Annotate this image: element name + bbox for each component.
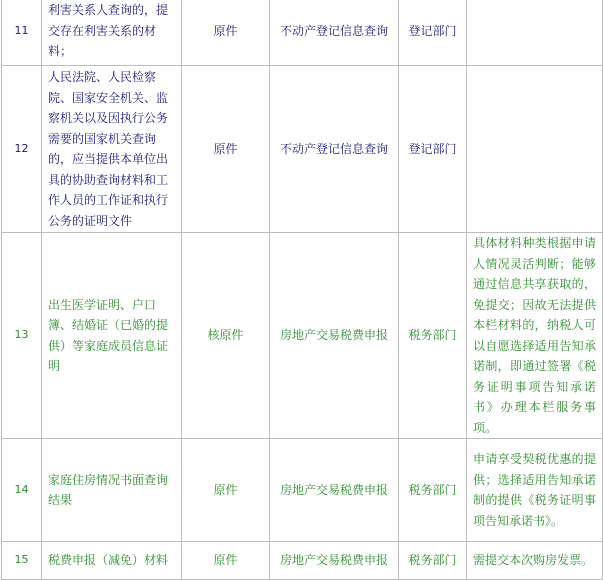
materials-table [1,0,603,580]
form-cell: 原件 [182,66,270,233]
item-cell: 房地产交易税费申报 [270,542,399,580]
notes-cell: 具体材料种类根据申请人情况灵活判断；能够通过信息共享获取的，免提交；因故无法提供本栏材料的，纳税人可以自愿选择适用告知承诺制，即通过签署《税务证明事项告知承诺书》办理本栏服务事项。 [467,233,603,439]
dept-cell: 登记部门 [399,0,467,66]
form-cell: 原件 [182,542,270,580]
dept-cell: 税务部门 [399,542,467,580]
material-cell: 人民法院、人民检察院、国家安全机关、监察机关以及因执行公务需要的国家机关查询的，应当提供本单位出具的协助查询材料和工作人员的工作证和执行公务的证明文件 [42,66,182,233]
item-cell: 不动产登记信息查询 [270,66,399,233]
notes-cell: 需提交本次购房发票。 [467,542,603,580]
form-cell: 原件 [182,439,270,542]
table-row [2,542,603,580]
dept-cell: 登记部门 [399,66,467,233]
notes-cell: 申请享受契税优惠的提供；选择适用告知承诺制的提供《税务证明事项告知承诺书》。 [467,439,603,542]
dept-cell: 税务部门 [399,233,467,439]
item-cell: 不动产登记信息查询 [270,0,399,66]
material-cell: 税费申报（减免）材料 [42,542,182,580]
row-number: 14 [2,439,42,542]
material-cell: 家庭住房情况书面查询结果 [42,439,182,542]
material-cell: 出生医学证明、户口簿、结婚证（已婚的提供）等家庭成员信息证明 [42,233,182,439]
material-cell: 利害关系人查询的，提交存在利害关系的材料； [42,0,182,66]
table-row [2,0,603,66]
item-cell: 房地产交易税费申报 [270,439,399,542]
table-row [2,233,603,439]
form-cell: 原件 [182,0,270,66]
item-cell: 房地产交易税费申报 [270,233,399,439]
form-cell: 核原件 [182,233,270,439]
dept-cell: 税务部门 [399,439,467,542]
row-number: 11 [2,0,42,66]
row-number: 13 [2,233,42,439]
row-number: 12 [2,66,42,233]
row-number: 15 [2,542,42,580]
notes-cell [467,66,603,233]
table-row [2,439,603,542]
notes-cell [467,0,603,66]
table-row [2,66,603,233]
